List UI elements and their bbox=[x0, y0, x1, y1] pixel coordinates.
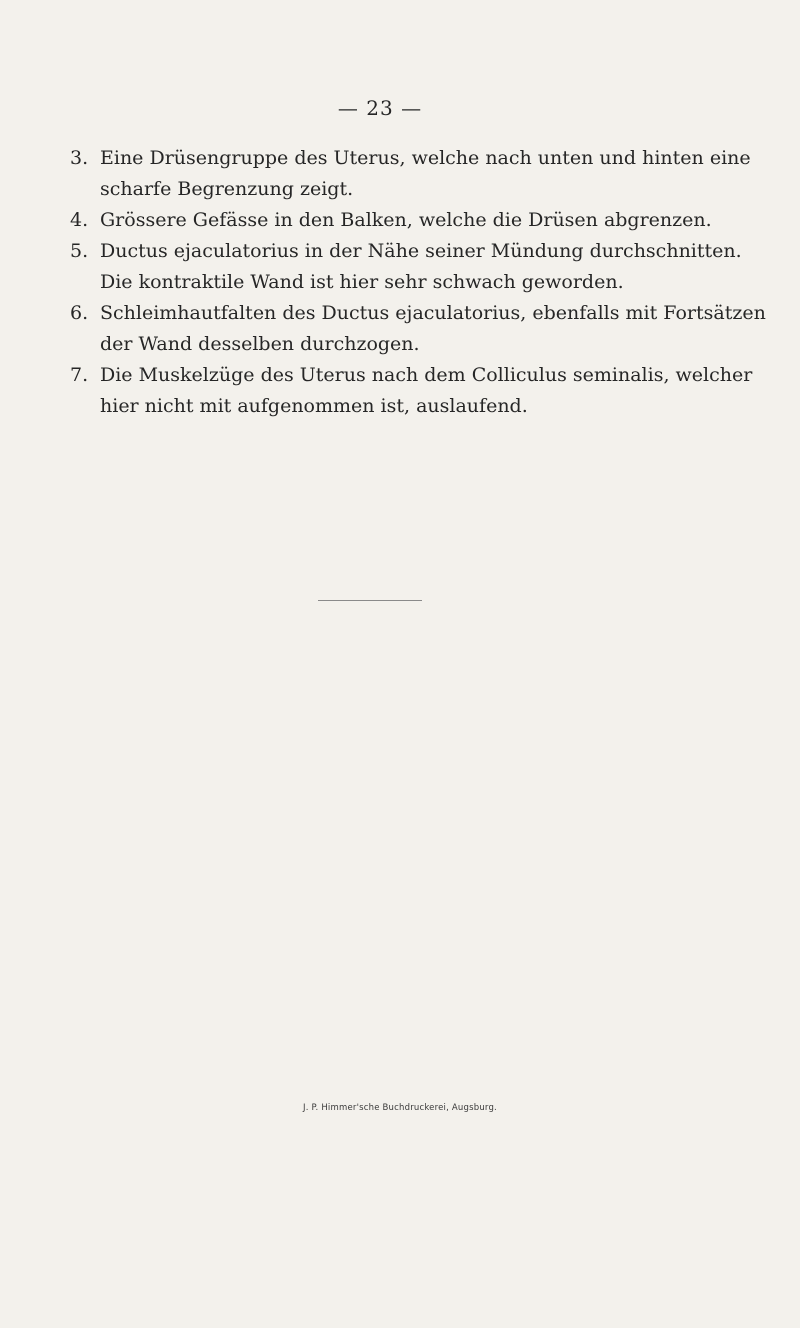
figure-legend-list bbox=[70, 143, 770, 422]
legend-item-4 bbox=[70, 205, 770, 236]
legend-item-6 bbox=[70, 298, 770, 360]
page-number: — 23 — bbox=[337, 96, 423, 120]
legend-item-5 bbox=[70, 236, 770, 298]
legend-item-text: Die Muskelzüge des Uterus nach dem Colliculus seminalis, welcher hier nicht mit aufgenommen ist, auslaufend. bbox=[100, 364, 753, 417]
legend-item-number: 3. bbox=[70, 147, 89, 169]
legend-item-text: Eine Drüsengruppe des Uterus, welche nach unten und hinten eine scharfe Begrenzung zeigt. bbox=[100, 147, 751, 200]
section-divider bbox=[318, 600, 422, 601]
legend-item-number: 5. bbox=[70, 240, 89, 262]
printer-imprint: J. P. Himmer'sche Buchdruckerei, Augsburg. bbox=[303, 1103, 497, 1113]
legend-item-number: 4. bbox=[70, 209, 89, 231]
legend-item-number: 6. bbox=[70, 302, 89, 324]
legend-item-text: Ductus ejaculatorius in der Nähe seiner Mündung durchschnitten. Die kontraktile Wand ist hier sehr schwach geworden. bbox=[100, 240, 742, 293]
legend-item-text: Schleimhautfalten des Ductus ejaculatorius, ebenfalls mit Fortsätzen der Wand desselben durchzogen. bbox=[100, 302, 766, 355]
legend-item-number: 7. bbox=[70, 364, 89, 386]
legend-item-3 bbox=[70, 143, 770, 205]
legend-item-text: Grössere Gefässe in den Balken, welche die Drüsen abgrenzen. bbox=[100, 209, 712, 231]
legend-item-7 bbox=[70, 360, 770, 422]
